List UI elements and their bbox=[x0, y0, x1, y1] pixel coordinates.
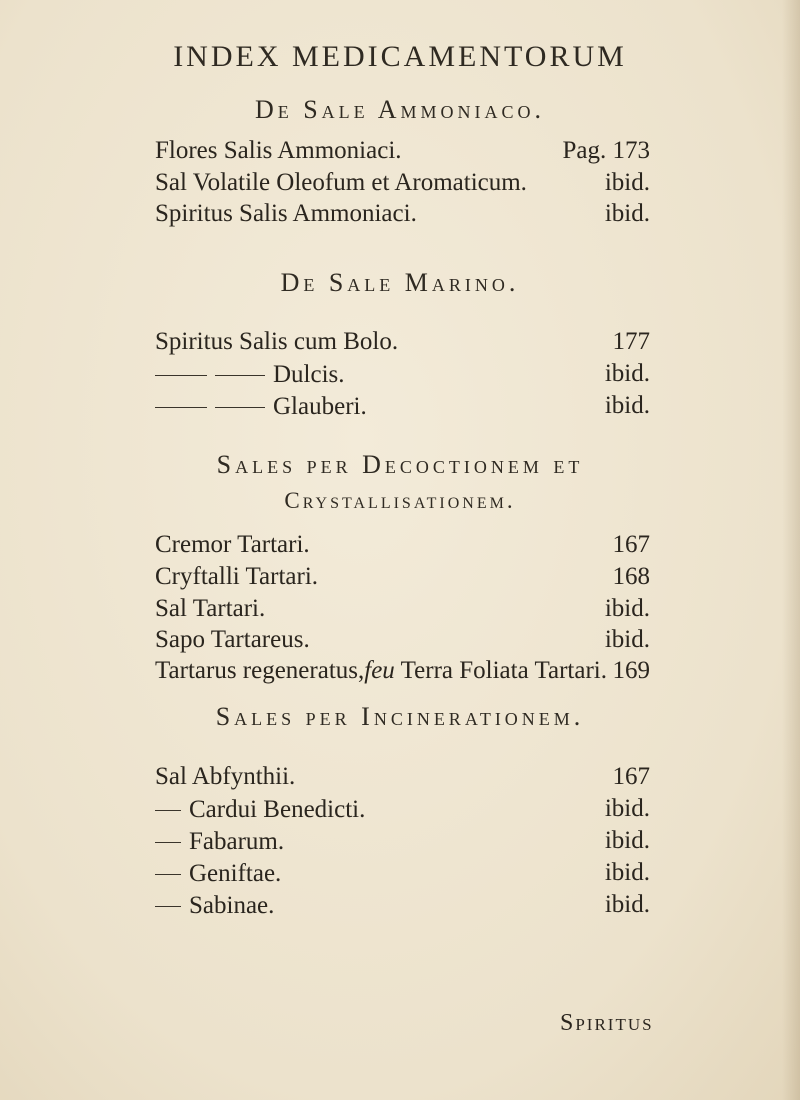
entry-sub-label: Geniftae. bbox=[189, 860, 282, 888]
entry-page: ibid. bbox=[604, 626, 650, 653]
running-head: INDEX MEDICAMENTORUM bbox=[173, 40, 627, 73]
entry-label bbox=[155, 856, 281, 891]
entry-label bbox=[155, 389, 367, 424]
entry-page: ibid. bbox=[604, 360, 650, 387]
entry-page: 169 bbox=[612, 657, 650, 684]
entry-sub-label: Sabinae. bbox=[189, 892, 275, 920]
entry-page: 167 bbox=[612, 531, 650, 558]
entry-label: Cryftalli Tartari. bbox=[155, 563, 319, 590]
entry-page: ibid. bbox=[604, 169, 650, 196]
entry-label bbox=[155, 654, 607, 688]
entry-page: ibid. bbox=[604, 392, 650, 419]
section-heading-line: Crystallisationem. bbox=[284, 488, 516, 513]
entry-sub-label: Fabarum. bbox=[189, 828, 285, 856]
section-heading-line: De Sale Ammoniaco. bbox=[254, 95, 546, 124]
index-entry bbox=[155, 888, 650, 922]
entry-page: ibid. bbox=[604, 859, 650, 886]
entry-page: ibid. bbox=[604, 200, 650, 227]
entry-label: Sapo Tartareus. bbox=[155, 626, 310, 653]
entry-label-part: Terra Foliata Tartari. bbox=[400, 657, 607, 684]
entry-label bbox=[155, 792, 365, 827]
entry-label bbox=[155, 357, 345, 392]
ditto-dash bbox=[155, 375, 207, 376]
index-entry bbox=[155, 654, 650, 688]
section-heading-decoctionem bbox=[0, 447, 800, 519]
index-entry bbox=[155, 856, 650, 890]
entry-page: Pag. 173 bbox=[562, 137, 650, 164]
ditto-dash bbox=[155, 810, 181, 811]
ditto-dash bbox=[155, 407, 207, 408]
ditto-dash bbox=[215, 375, 265, 376]
index-entry bbox=[155, 560, 650, 594]
entry-page: 167 bbox=[612, 763, 650, 790]
index-entry bbox=[155, 134, 650, 168]
page-edge-shadow bbox=[782, 0, 800, 1100]
section-heading-sale-ammoniaco bbox=[0, 95, 800, 125]
entry-sub-label: Cardui Benedicti. bbox=[189, 796, 366, 824]
section-heading-line: Sales per Incinerationem. bbox=[215, 702, 585, 731]
entry-label-italic: feu bbox=[364, 657, 395, 684]
section-heading-incinerationem bbox=[0, 702, 800, 732]
section-heading-line: De Sale Marino. bbox=[280, 268, 520, 297]
entry-label bbox=[155, 824, 284, 859]
entry-sub-label: Dulcis. bbox=[273, 361, 345, 389]
index-entry bbox=[155, 792, 650, 826]
entry-label: Spiritus Salis Ammoniaci. bbox=[155, 200, 417, 227]
index-entry bbox=[155, 623, 650, 657]
ditto-dash bbox=[155, 874, 181, 875]
index-entry bbox=[155, 325, 650, 359]
section-heading-sale-marino bbox=[0, 268, 800, 298]
entry-label: Flores Salis Ammoniaci. bbox=[155, 137, 402, 164]
entry-label: Cremor Tartari. bbox=[155, 531, 310, 558]
entry-page: ibid. bbox=[604, 891, 650, 918]
index-entry bbox=[155, 528, 650, 562]
index-entry bbox=[155, 389, 650, 423]
ditto-dash bbox=[155, 842, 181, 843]
entry-sub-label: Glauberi. bbox=[273, 393, 367, 421]
catchword: Spiritus bbox=[560, 1010, 654, 1036]
index-entry bbox=[155, 197, 650, 231]
entry-label: Sal Volatile Oleofum et Aromaticum. bbox=[155, 169, 527, 196]
index-entry bbox=[155, 166, 650, 200]
section-heading-line: Sales per Decoctionem et bbox=[216, 450, 584, 479]
entry-label: Sal Tartari. bbox=[155, 595, 266, 622]
entry-label: Spiritus Salis cum Bolo. bbox=[155, 328, 399, 355]
index-entry bbox=[155, 592, 650, 626]
index-entry bbox=[155, 824, 650, 858]
entry-page: ibid. bbox=[604, 595, 650, 622]
index-entry bbox=[155, 357, 650, 391]
entry-page: ibid. bbox=[604, 827, 650, 854]
ditto-dash bbox=[215, 407, 265, 408]
entry-label-part: Tartarus regeneratus, bbox=[155, 657, 365, 684]
index-entry bbox=[155, 760, 650, 794]
entry-label: Sal Abfynthii. bbox=[155, 763, 296, 790]
ditto-dash bbox=[155, 906, 181, 907]
entry-page: ibid. bbox=[604, 795, 650, 822]
entry-label bbox=[155, 888, 274, 923]
entry-page: 168 bbox=[612, 563, 650, 590]
entry-page: 177 bbox=[612, 328, 650, 355]
